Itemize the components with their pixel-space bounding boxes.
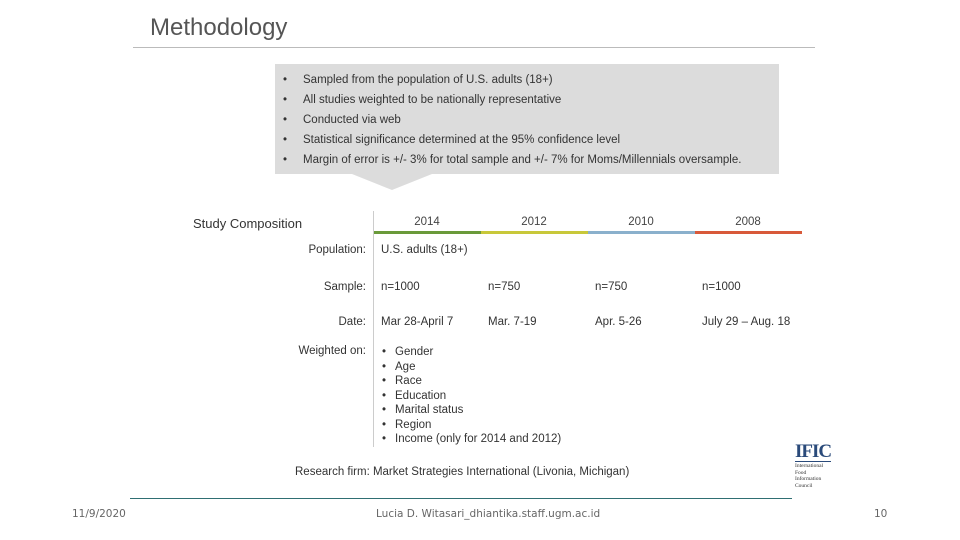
weighted-item: • Income (only for 2014 and 2012) — [382, 432, 561, 447]
year-header-2014: 2014 — [414, 216, 440, 228]
logo-letters: IFIC — [795, 441, 832, 462]
title-divider — [133, 47, 815, 48]
sample-2008: n=1000 — [702, 281, 741, 293]
weighted-item: • Education — [382, 389, 561, 404]
sample-2012: n=750 — [488, 281, 521, 293]
logo-text-line: Council — [795, 482, 813, 489]
logo-text-line: International — [795, 463, 824, 469]
bullet-item: • All studies weighted to be nationally representative — [283, 90, 741, 110]
weighted-item: • Race — [382, 374, 561, 389]
footer-divider — [130, 498, 792, 499]
bullet-item: • Statistical significance determined at the 95% confidence level — [283, 130, 741, 150]
date-label: Date: — [338, 316, 366, 328]
logo-text-line: Information — [795, 476, 822, 482]
bullet-item: • Sampled from the population of U.S. adults (18+) — [283, 70, 741, 90]
footer-page-number: 10 — [874, 508, 888, 520]
research-firm: Research firm: Market Strategies International (Livonia, Michigan) — [295, 466, 630, 478]
footer-date: 11/9/2020 — [72, 508, 126, 520]
year-header-2010: 2010 — [628, 216, 654, 228]
weighted-item: • Region — [382, 418, 561, 433]
weighted-item: • Age — [382, 360, 561, 375]
date-2012: Mar. 7-19 — [488, 316, 537, 328]
methodology-callout — [275, 64, 779, 174]
year-color-bar — [374, 231, 481, 234]
sample-2010: n=750 — [595, 281, 628, 293]
year-color-bar — [481, 231, 588, 234]
year-color-bar — [588, 231, 695, 234]
date-2014: Mar 28-April 7 — [381, 316, 454, 328]
weighted-item: • Gender — [382, 345, 561, 360]
logo-text-line: Food — [795, 469, 807, 476]
weighted-list — [382, 345, 561, 447]
sample-label: Sample: — [323, 281, 366, 293]
slide-title: Methodology — [150, 14, 288, 41]
methodology-bullet-list — [283, 70, 741, 170]
date-2008: July 29 – Aug. 18 — [702, 316, 791, 328]
bullet-item: • Margin of error is +/- 3% for total sample and +/- 7% for Moms/Millennials oversample. — [283, 150, 741, 170]
year-color-bar — [695, 231, 802, 234]
year-header-2008: 2008 — [735, 216, 761, 228]
population-value: U.S. adults (18+) — [381, 244, 468, 256]
weighted-label: Weighted on: — [298, 345, 366, 357]
population-label: Population: — [308, 244, 366, 256]
composition-divider — [373, 211, 374, 447]
year-header-2012: 2012 — [521, 216, 547, 228]
footer-author: Lucia D. Witasari_dhiantika.staff.ugm.ac.id — [376, 508, 601, 520]
composition-title: Study Composition — [193, 216, 303, 231]
ific-logo — [795, 442, 831, 496]
weighted-item: • Marital status — [382, 403, 561, 418]
date-2010: Apr. 5-26 — [595, 316, 642, 328]
sample-2014: n=1000 — [381, 281, 420, 293]
callout-pointer — [352, 174, 432, 190]
bullet-item: • Conducted via web — [283, 110, 741, 130]
